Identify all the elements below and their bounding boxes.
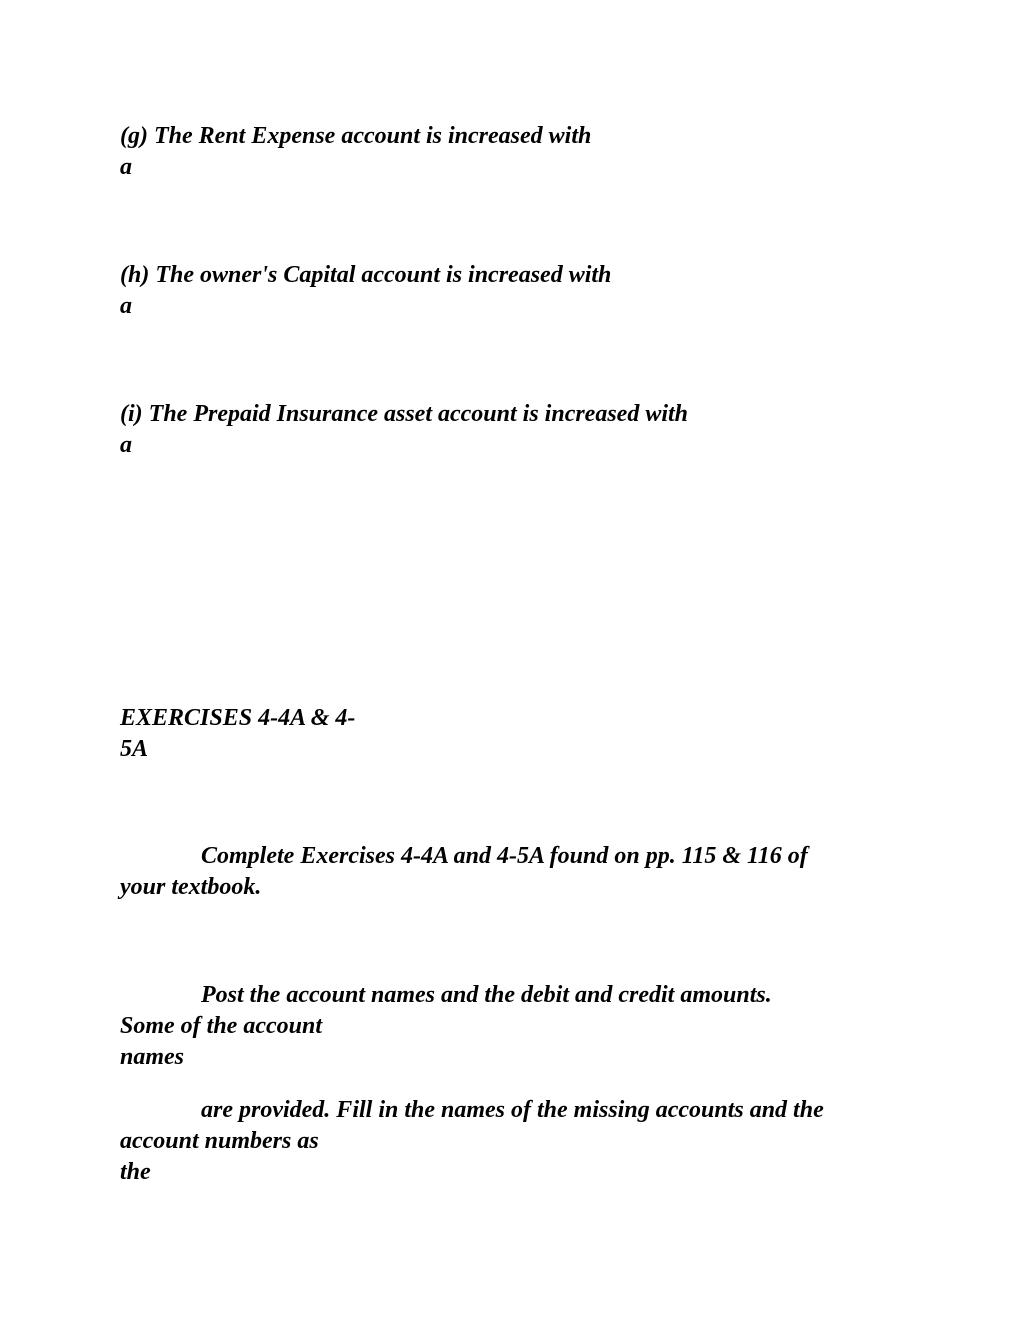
question-g-text: (g) The Rent Expense account is increased with: [120, 123, 592, 149]
instruction-2-line-3: names: [120, 1044, 185, 1070]
question-h-text: (h) The owner's Capital account is increased with: [120, 262, 612, 288]
question-h-blank-lead: a: [120, 293, 132, 319]
instruction-2-line-2: Some of the account: [120, 1013, 322, 1039]
question-i-blank-lead: a: [120, 432, 132, 458]
instruction-3-line-1: are provided. Fill in the names of the missing accounts and the: [201, 1097, 824, 1123]
question-g-blank-lead: a: [120, 154, 132, 180]
exercises-heading-line-2: 5A: [120, 736, 149, 762]
instruction-2-line-1: Post the account names and the debit and credit amounts.: [201, 982, 772, 1008]
instruction-1-line-2: your textbook.: [120, 874, 262, 900]
exercises-heading-line-1: EXERCISES 4-4A & 4-: [120, 705, 356, 731]
question-i-text: (i) The Prepaid Insurance asset account is increased with: [120, 401, 689, 427]
instruction-3-line-3: the: [120, 1159, 151, 1185]
instruction-1-line-1: Complete Exercises 4-4A and 4-5A found on pp. 115 & 116 of: [201, 843, 808, 869]
instruction-3-line-2: account numbers as: [120, 1128, 319, 1154]
